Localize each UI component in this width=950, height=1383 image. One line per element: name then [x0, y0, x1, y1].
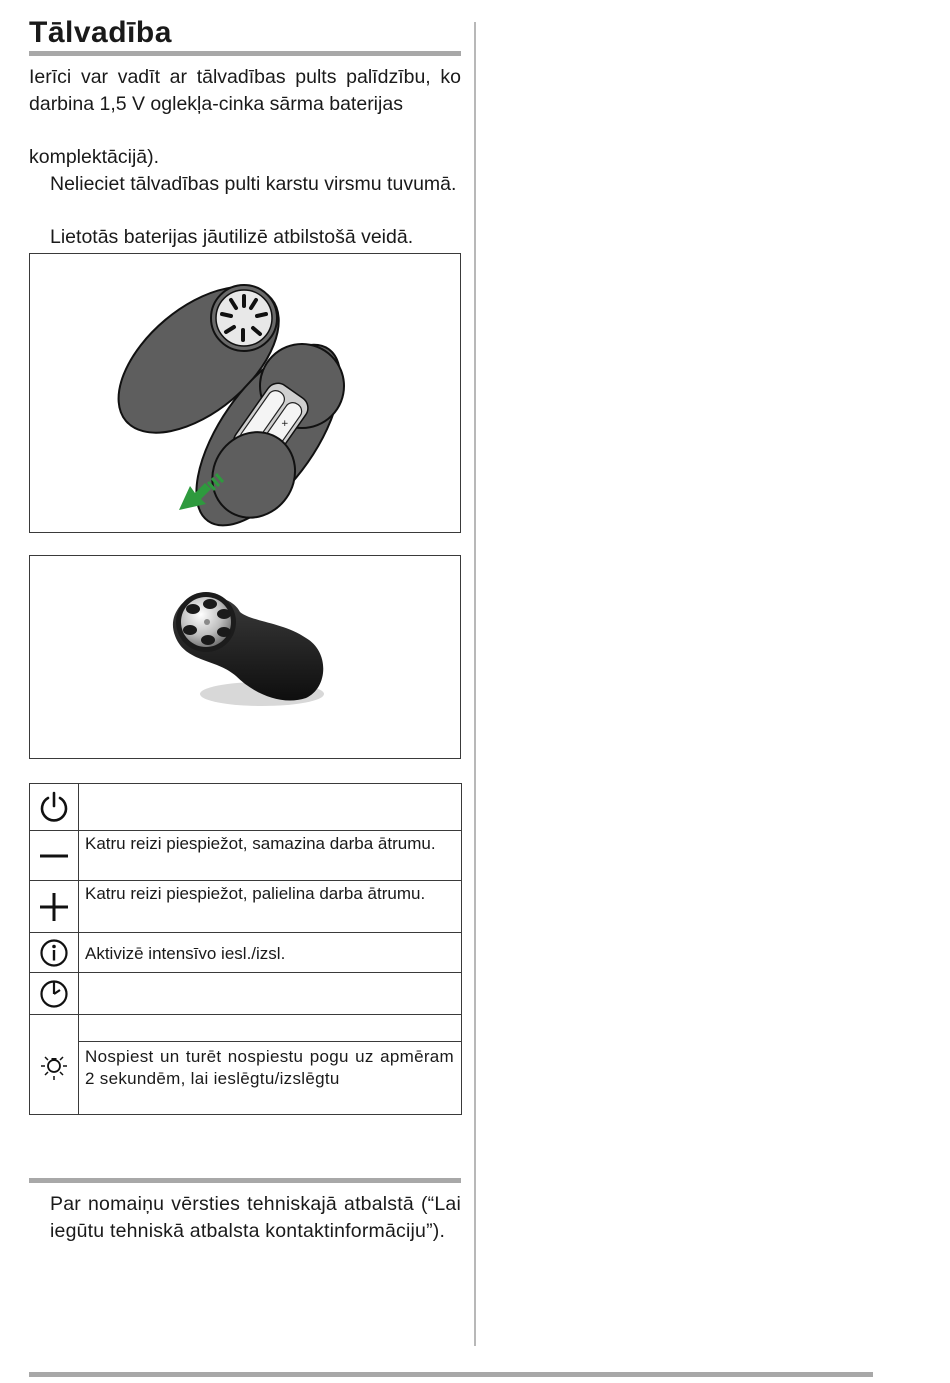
battery-compartment-figure: [29, 253, 461, 533]
title-underline: [29, 51, 461, 56]
section-divider: [29, 1178, 461, 1183]
table-row: [30, 784, 462, 831]
timer-button-cell[interactable]: [30, 973, 79, 1015]
minus-button-cell[interactable]: [30, 831, 79, 881]
power-description: [79, 784, 462, 831]
plus-icon: [38, 891, 70, 923]
page-bottom-rule: [29, 1372, 873, 1377]
power-icon: [38, 791, 70, 823]
light-description-cell: [79, 1015, 462, 1115]
table-row: [30, 1015, 462, 1115]
plus-description: Katru reizi piespiežot, palielina darba ātrumu.: [79, 881, 462, 933]
remote-control-illustration: [30, 556, 460, 758]
plus-button-cell[interactable]: [30, 881, 79, 933]
remote-keys-table: [29, 783, 462, 1115]
light-icon: [38, 1049, 70, 1081]
light-button-cell[interactable]: [30, 1015, 79, 1115]
power-button-cell[interactable]: [30, 784, 79, 831]
note-heat: Nelieciet tālvadības pulti karstu virsmu tuvumā.: [50, 173, 457, 195]
table-row: [30, 881, 462, 933]
table-row: [30, 973, 462, 1015]
svg-text:+: +: [281, 419, 289, 429]
intensive-description: Aktivizē intensīvo iesl./izsl.: [79, 933, 462, 973]
battery-compartment-illustration: [30, 254, 460, 532]
intro-paragraph: Ierīci var vadīt ar tālvadības pults palīdzību, ko darbina 1,5 V oglekļa-cinka sārma baterijas: [29, 66, 461, 115]
note-batteries: Lietotās baterijas jāutilizē atbilstošā veidā.: [50, 226, 414, 248]
light-description: Nospiest un turēt nospiestu pogu uz apmēram 2 sekundēm, lai ieslēgtu/izslēgtu: [85, 1047, 454, 1088]
intensive-button-cell[interactable]: [30, 933, 79, 973]
light-empty-subrow: [79, 1015, 461, 1042]
page-title: Tālvadība: [29, 16, 172, 49]
timer-description: [79, 973, 462, 1015]
intensive-icon: [39, 938, 69, 968]
timer-icon: [39, 979, 69, 1009]
remote-control-figure: [29, 555, 461, 759]
footer-note: Par nomaiņu vērsties tehniskajā atbalstā (“Lai iegūtu tehniskā atbalsta kontaktinformāciju”).: [50, 1193, 461, 1242]
table-row: [30, 933, 462, 973]
column-divider: [474, 22, 476, 1346]
table-row: [30, 831, 462, 881]
intro-paragraph-continued: komplektācijā).: [29, 146, 160, 168]
minus-icon: [38, 851, 70, 861]
minus-description: Katru reizi piespiežot, samazina darba ātrumu.: [79, 831, 462, 881]
